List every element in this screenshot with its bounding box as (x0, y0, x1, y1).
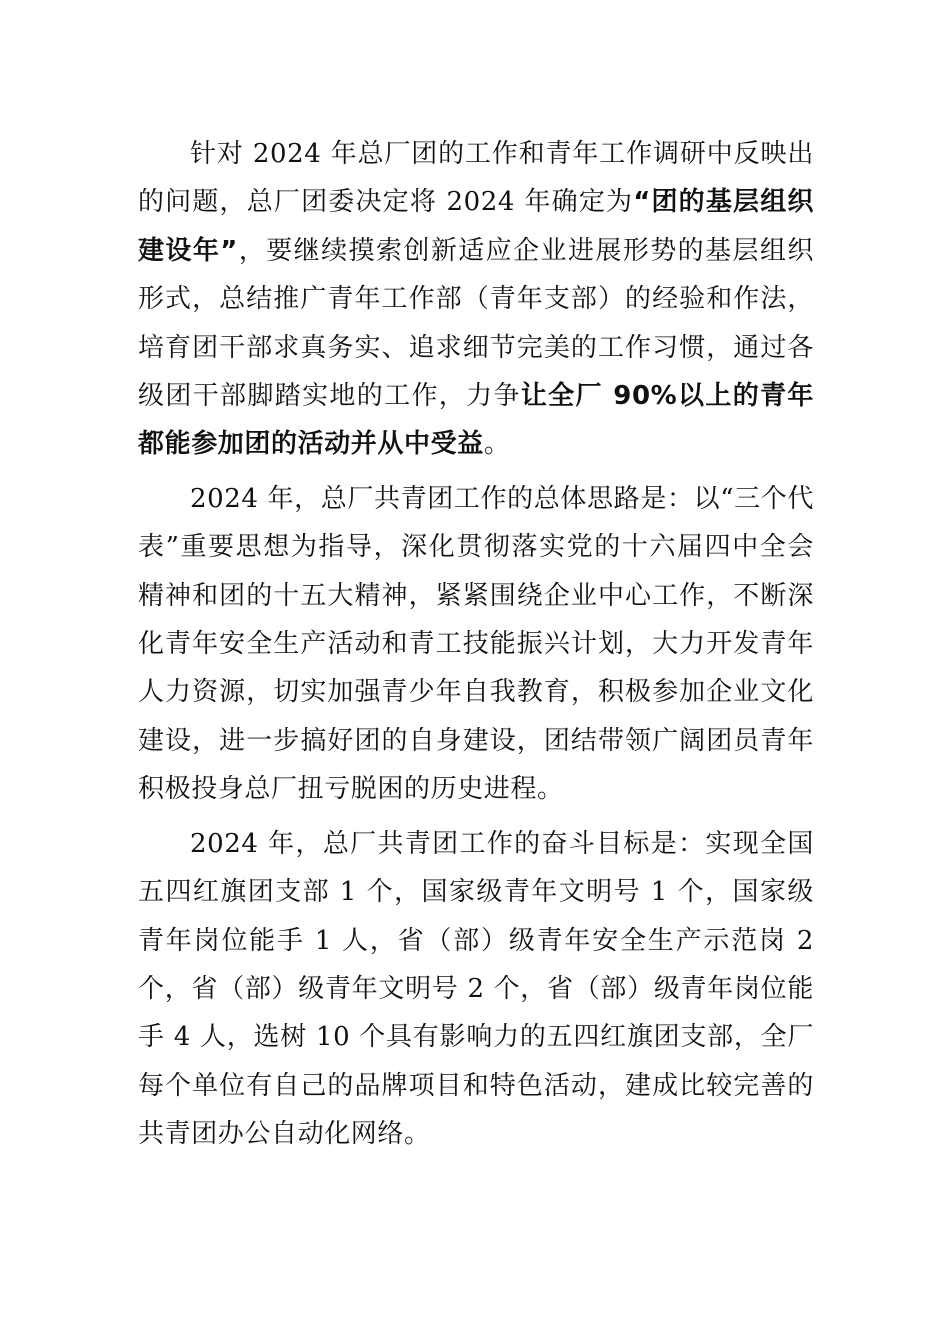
document-body (138, 130, 814, 1159)
paragraph-overall-approach (138, 475, 814, 814)
paragraph-basic-organization-year (138, 130, 814, 469)
paragraph-text: 。 (483, 429, 511, 460)
paragraph-goals (138, 820, 814, 1159)
emphasis-text: “团的基层组织建设年” (138, 187, 814, 266)
emphasis-text: 让全厂 90%以上的青年都能参加团的活动并从中受益 (138, 381, 815, 460)
paragraph-text: 针对 2024 年总厂团的工作和青年工作调研中反映出的问题，总厂团委决定将 2024 年确定为 (138, 139, 814, 218)
paragraph-text: 2024 年，总厂共青团工作的奋斗目标是：实现全国五四红旗团支部 1 个，国家级青年文明号 1 个，国家级青年岗位能手 1 人，省（部）级青年安全生产示范岗 2 个，省（部）级青年文明号 2 个，省（部）级青年岗位能手 4 人，选树 10 个具有影响力的五四红旗团支部，全厂每个单位有自己的品牌项目和特色活动，建成比较完善的共青团办公自动化网络。 (138, 828, 814, 1150)
paragraph-text: 2024 年，总厂共青团工作的总体思路是：以“三个代表”重要思想为指导，深化贯彻落实党的十六届四中全会精神和团的十五大精神，紧紧围绕企业中心工作，不断深化青年安全生产活动和青工技能振兴计划，大力开发青年人力资源，切实加强青少年自我教育，积极参加企业文化建设，进一步搞好团的自身建设，团结带领广阔团员青年积极投身总厂扭亏脱困的历史进程。 (138, 483, 814, 805)
paragraph-text: ，要继续摸索创新适应企业进展形势的基层组织形式，总结推广青年工作部（青年支部）的经验和作法，培育团干部求真务实、追求细节完美的工作习惯，通过各级团干部脚踏实地的工作，力争 (138, 235, 814, 412)
